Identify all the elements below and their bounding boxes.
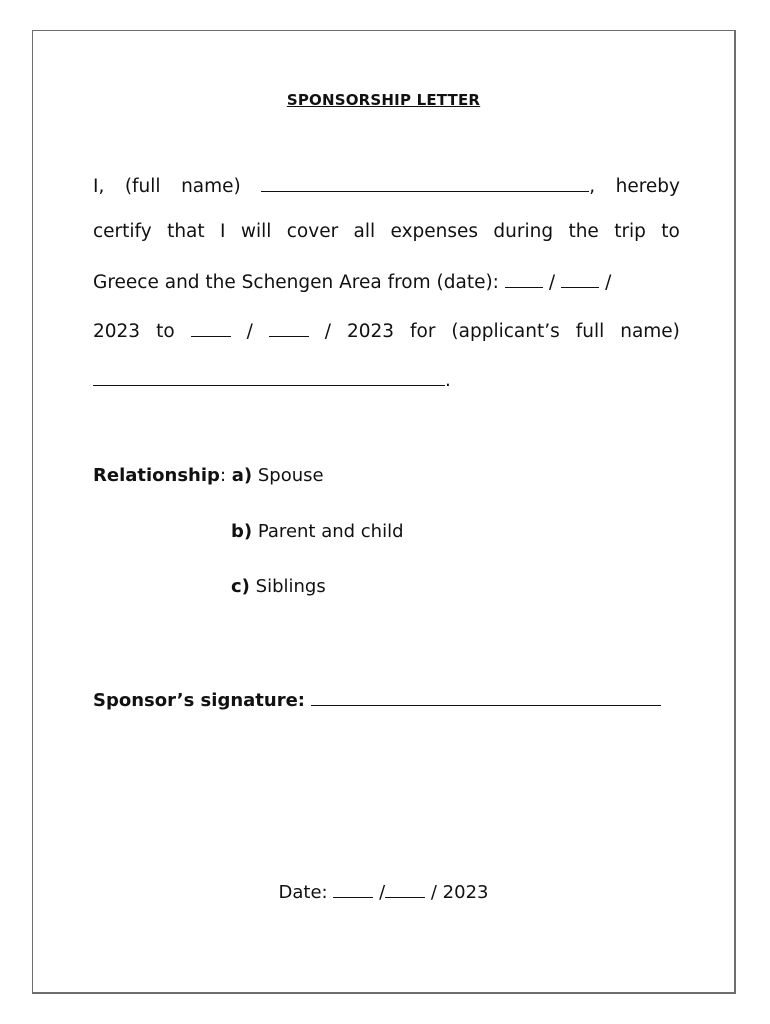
date-month-blank[interactable]: [385, 879, 425, 898]
letter-title: SPONSORSHIP LETTER: [286, 91, 481, 109]
date-day-blank[interactable]: [333, 879, 373, 898]
option-text: Spouse: [257, 465, 324, 486]
to-month-blank[interactable]: [269, 318, 309, 337]
word: for: [410, 321, 436, 342]
word: trip: [614, 221, 646, 242]
word: name): [181, 176, 241, 197]
word: the: [568, 221, 599, 242]
paragraph-line-4: [93, 318, 680, 344]
option-letter: c): [231, 576, 250, 597]
word: certify: [93, 221, 152, 242]
letter-page: [32, 30, 736, 994]
to-day-blank[interactable]: [191, 318, 231, 337]
full-name-blank[interactable]: [261, 173, 589, 192]
word: expenses: [390, 221, 479, 242]
word: 2023: [346, 321, 395, 342]
from-date-text: Greece and the Schengen Area from (date):: [93, 272, 499, 293]
paragraph-line-5: [93, 367, 680, 393]
option-letter: b): [231, 521, 253, 542]
paragraph-line-3: [93, 269, 680, 295]
date-label: Date:: [278, 882, 328, 903]
word: I: [220, 221, 226, 242]
from-month-blank[interactable]: [561, 269, 599, 288]
from-day-blank[interactable]: [505, 269, 543, 288]
word: during: [493, 221, 554, 242]
comma: ,: [589, 176, 596, 197]
word: 2023: [93, 321, 141, 342]
date-year: / 2023: [430, 882, 489, 903]
relationship-label: Relationship: [93, 465, 220, 486]
option-letter: a): [231, 465, 253, 486]
paragraph-line-1: [93, 173, 680, 199]
relationship-option-b: [231, 521, 404, 542]
word: full: [575, 321, 605, 342]
word: to: [156, 321, 175, 342]
slash: /: [324, 321, 331, 342]
relationship-option-c: [231, 576, 326, 597]
signature-blank[interactable]: [311, 687, 661, 706]
signature-label: Sponsor’s signature:: [93, 690, 305, 711]
slash: /: [548, 272, 556, 293]
full-name-field[interactable]: [261, 173, 595, 197]
word: that: [167, 221, 205, 242]
word: name): [620, 321, 680, 342]
period: .: [445, 370, 451, 391]
sponsor-signature: [93, 687, 661, 711]
date-line: [33, 879, 734, 903]
slash: /: [379, 882, 386, 903]
option-text: Parent and child: [257, 521, 404, 542]
slash: /: [246, 321, 253, 342]
word: will: [240, 221, 272, 242]
word: to: [661, 221, 680, 242]
paragraph-line-2: [93, 221, 680, 247]
word: I,: [93, 176, 105, 197]
word: hereby: [615, 176, 680, 197]
word: all: [353, 221, 376, 242]
word: cover: [286, 221, 339, 242]
word: (full: [124, 176, 161, 197]
option-text: Siblings: [255, 576, 326, 597]
applicant-name-blank[interactable]: [93, 367, 445, 386]
relationship-option-a: [93, 465, 324, 486]
relationship-colon: :: [219, 465, 227, 486]
slash: /: [605, 272, 612, 293]
word: (applicant’s: [451, 321, 560, 342]
